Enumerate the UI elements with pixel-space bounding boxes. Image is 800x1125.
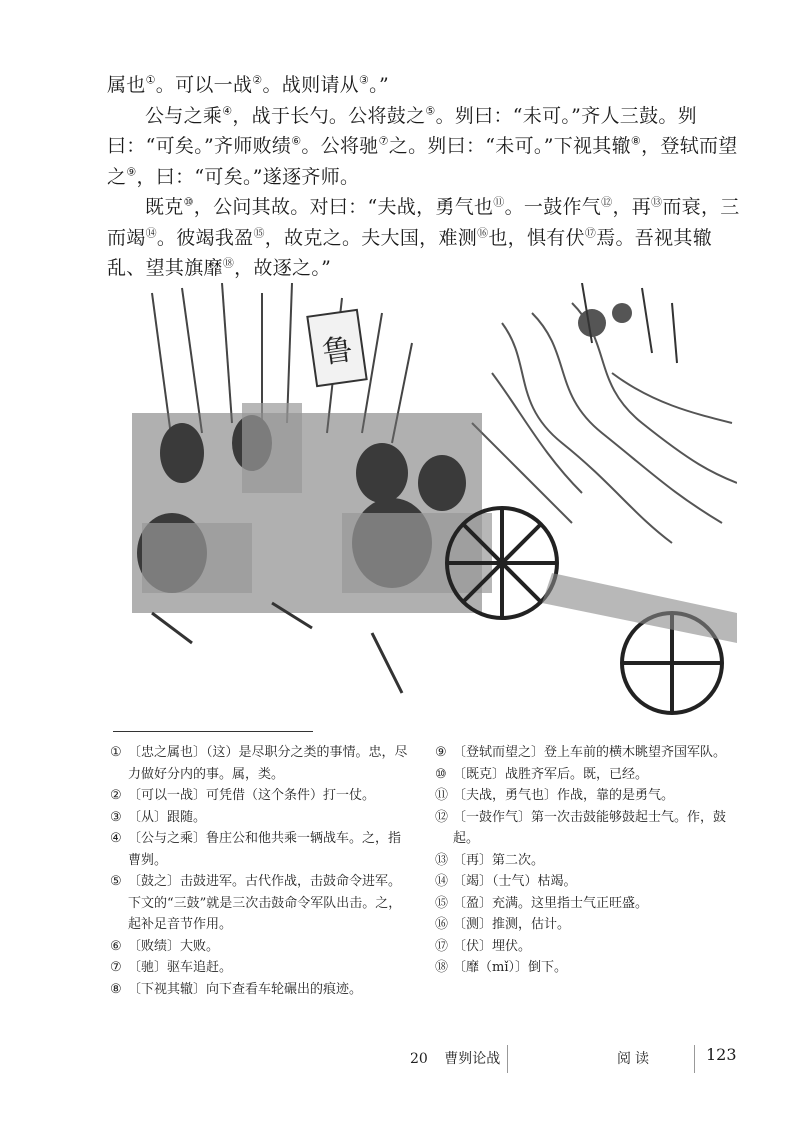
footnote-number: ⑪ (435, 788, 449, 803)
paragraph-3 (107, 192, 747, 284)
footnote-item (110, 957, 410, 979)
note-marker: ⑩ (183, 195, 194, 209)
text-run: 也，惧有伏 (488, 226, 585, 249)
footnote-text: 〔既克〕战胜齐军后。既，已经。 (453, 766, 649, 782)
footnote-text: 〔鼓之〕击鼓进军。古代作战，击鼓命令进军。下文的“三鼓”就是三次击鼓命令军队出击。之，起补足音节作用。 (128, 874, 402, 932)
footnote-item (110, 785, 410, 807)
footnote-text: 〔从〕跟随。 (128, 809, 207, 825)
footnote-number: ① (110, 745, 122, 760)
text-run: 。” (369, 74, 389, 96)
footnote-number: ⑧ (110, 981, 122, 997)
text-run: ，曰：“可矣。”遂逐齐师。 (136, 165, 360, 188)
footnote-text: 〔伏〕埋伏。 (453, 938, 532, 954)
footnote-number: ⑬ (435, 852, 449, 868)
footnote-item (110, 807, 410, 829)
footnote-item (110, 742, 410, 785)
footnote-text: 〔再〕第二次。 (453, 852, 545, 868)
footnote-item (110, 828, 410, 871)
note-marker: ⑮ (253, 226, 265, 240)
text-run: 而衰，三而竭 (107, 196, 740, 249)
note-marker: ⑥ (291, 134, 302, 148)
note-marker: ⑯ (477, 226, 489, 240)
footnote-item (435, 957, 735, 979)
footnote-item (435, 742, 735, 764)
footnote-item (435, 871, 735, 893)
text-run: 既克 (145, 196, 184, 218)
note-marker: ④ (222, 104, 233, 118)
footnote-item (110, 936, 410, 958)
footnote-text: 〔忠之属也〕（这）是尽职分之类的事情。忠，尽力做好分内的事。属，类。 (128, 745, 408, 782)
note-marker: ⑱ (222, 256, 235, 270)
footnote-item (435, 914, 735, 936)
footnote-number: ⑫ (435, 809, 449, 825)
note-marker: ① (145, 73, 156, 87)
lesson-title: 曹刿论战 (444, 1051, 501, 1067)
footnotes-left (110, 742, 410, 1000)
footnote-text: 〔测〕推测，估计。 (453, 917, 571, 932)
text-run: 公与之乘 (145, 104, 223, 127)
text-run: 。彼竭我盈 (156, 226, 254, 249)
note-marker: ⑬ (651, 195, 663, 209)
note-marker: ⑤ (425, 104, 436, 118)
footnote-item (110, 979, 410, 1001)
text-run: ，战于长勺。公将鼓之 (232, 104, 426, 127)
note-marker: ⑦ (378, 134, 389, 148)
banner-char: 鲁 (320, 332, 355, 371)
footnote-text: 〔下视其辙〕向下查看车轮碾出的痕迹。 (128, 981, 363, 997)
text-run: 。战则请从 (262, 74, 359, 96)
footnote-text: 〔登轼而望之〕登上车前的横木眺望齐国军队。 (453, 745, 727, 760)
footnote-number: ② (110, 788, 122, 803)
footnote-text: 〔夫战，勇气也〕作战，靠的是勇气。 (453, 788, 675, 803)
footnote-text: 〔竭〕（士气）枯竭。 (453, 874, 577, 889)
page-number: 123 (706, 1045, 737, 1064)
battle-illustration (112, 283, 737, 715)
main-text (107, 70, 747, 284)
footnote-number: ⑱ (435, 960, 449, 975)
footnote-text: 〔一鼓作气〕第一次击鼓能够鼓起士气。作，鼓起。 (453, 809, 727, 846)
text-run: 焉。吾视其辙乱、望其旗靡 (107, 226, 713, 279)
footnote-text: 〔可以一战〕可凭借（这个条件）打一仗。 (128, 788, 376, 803)
note-marker: ⑨ (126, 165, 137, 179)
footnote-number: ⑥ (110, 938, 122, 954)
text-run: ，故克之。夫大国，难测 (264, 226, 478, 249)
footnote-number: ⑩ (435, 766, 447, 782)
note-marker: ② (252, 73, 263, 87)
footnote-item (110, 871, 410, 936)
note-marker: ⑰ (584, 226, 597, 240)
footnote-number: ⑰ (435, 938, 449, 954)
footnote-text: 〔败绩〕大败。 (128, 938, 220, 954)
footnote-number: ⑨ (435, 745, 447, 760)
footnote-item (435, 764, 735, 786)
footer-section: 阅读 (617, 1051, 653, 1067)
footnote-item (435, 850, 735, 872)
footer-divider-left (507, 1045, 508, 1073)
note-marker: ⑭ (145, 226, 157, 240)
footnote-text: 〔驰〕驱车追赶。 (128, 960, 233, 975)
text-run: 。可以一战 (155, 74, 253, 96)
footnote-number: ③ (110, 809, 122, 825)
footer-divider-right (694, 1045, 695, 1073)
text-run: 。一鼓作气 (504, 196, 602, 218)
text-run: 属也 (107, 74, 146, 96)
note-marker: ③ (358, 73, 370, 87)
note-marker: ⑪ (493, 195, 505, 209)
note-marker: ⑧ (630, 134, 642, 148)
note-marker: ⑫ (601, 195, 613, 209)
text-run: 。刿曰：“未可。”齐人三鼓。刿曰：“可矣。”齐师败绩 (107, 104, 697, 157)
footnote-number: ⑮ (435, 895, 449, 911)
paragraph-2 (107, 101, 747, 193)
footnote-text: 〔公与之乘〕鲁庄公和他共乘一辆战车。之，指曹刿。 (128, 831, 402, 868)
footnote-number: ⑤ (110, 874, 122, 889)
text-run: 之。刿曰：“未可。”下视其辙 (388, 135, 631, 157)
text-run: ，再 (612, 196, 652, 218)
footnote-item (435, 893, 735, 915)
footnote-item (435, 785, 735, 807)
footnote-text: 〔盈〕充满。这里指士气正旺盛。 (453, 895, 649, 911)
lesson-page-number: 20 (410, 1051, 428, 1067)
footnote-item (435, 936, 735, 958)
footnote-divider (113, 731, 313, 732)
text-run: ，故逐之。” (234, 257, 332, 279)
footnote-item (435, 807, 735, 850)
footnote-number: ④ (110, 831, 122, 846)
footer-lesson (410, 1048, 500, 1068)
text-run: ，登轼而望之 (107, 135, 738, 188)
footnote-number: ⑯ (435, 917, 449, 932)
footnotes-right (435, 742, 735, 979)
paragraph-1 (107, 70, 747, 101)
footnote-number: ⑭ (435, 874, 449, 889)
text-run: 。公将驰 (301, 135, 379, 157)
text-run: ，公问其故。对曰：“夫战，勇气也 (193, 196, 494, 218)
footnote-number: ⑦ (110, 960, 122, 975)
footnote-text: 〔靡（mǐ）〕倒下。 (453, 960, 567, 975)
